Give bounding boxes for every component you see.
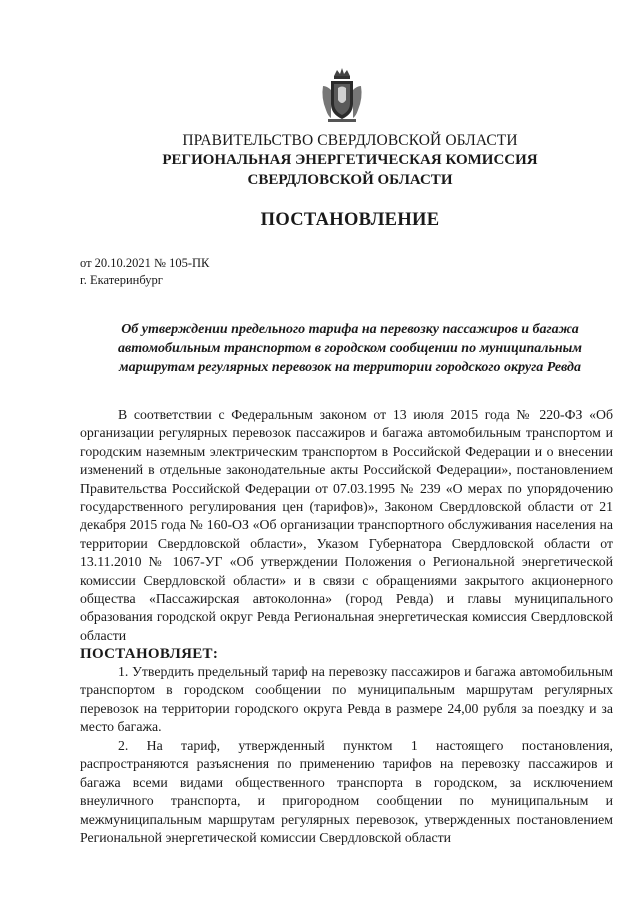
document-subject: Об утверждении предельного тарифа на перевозку пассажиров и багажа автомобильным транспортом в городском сообщении по муниципальным маршрутам регулярных перевозок на территории городского округа Ревда xyxy=(118,322,582,375)
resolution-item-1: 1. Утвердить предельный тариф на перевозку пассажиров и багажа автомобильным транспортом в городском сообщении по муниципальным маршрутам регулярных перевозок на территории городского округа Ревда в размере 24,00 рубля за поездку и за место багажа. xyxy=(80,664,613,735)
resolves-heading: ПОСТАНОВЛЯЕТ: xyxy=(80,646,219,662)
document-type-title: ПОСТАНОВЛЕНИЕ xyxy=(260,210,440,230)
preamble-paragraph: В соответствии с Федеральным законом от 13 июля 2015 года № 220-ФЗ «Об организации регулярных перевозок пассажиров и багажа автомобильным транспортом и городским наземным электрическим транспортом в Российской Федерации и о внесении изменений в отдельные законодательные акты Российской Федерации», постановлением Правительства Российской Федерации от 07.03.1995 № 239 «О мерах по упорядочению государственного регулирования цен (тарифов)», Законом Свердловской области от 21 декабря 2015 года № 160-ОЗ «Об организации транспортного обслуживания населения на территории Свердловской области», Указом Губернатора Свердловской области от 13.11.2010 № 1067-УГ «Об утверждении Положения о Региональной энергетической комиссии Свердловской области» и в связи с обращениями закрытого акционерного общества «Пассажирская автоколонна» (город Ревда) и главы муниципального образования городской округ Ревда Региональная энергетическая комиссия Свердловской области xyxy=(80,407,613,643)
document-date-number: от 20.10.2021 № 105-ПК xyxy=(80,256,210,270)
resolution-item-2: 2. На тариф, утвержденный пунктом 1 настоящего постановления, распространяются разъяснения по применению тарифов на перевозку пассажиров и багажа всеми видами общественного транспорта в городском, за исключением внеуличного транспорта, и пригородном сообщении по муниципальным и межмуниципальным маршрутам регулярных перевозок, утвержденных постановлением Региональной энергетической комиссии Свердловской области xyxy=(80,738,613,846)
document-city: г. Екатеринбург xyxy=(80,273,163,287)
org-line-commission: РЕГИОНАЛЬНАЯ ЭНЕРГЕТИЧЕСКАЯ КОМИССИЯ xyxy=(162,152,538,168)
org-line-government: ПРАВИТЕЛЬСТВО СВЕРДЛОВСКОЙ ОБЛАСТИ xyxy=(182,132,518,149)
coat-of-arms-icon xyxy=(319,66,365,126)
org-line-region: СВЕРДЛОВСКОЙ ОБЛАСТИ xyxy=(247,172,453,188)
